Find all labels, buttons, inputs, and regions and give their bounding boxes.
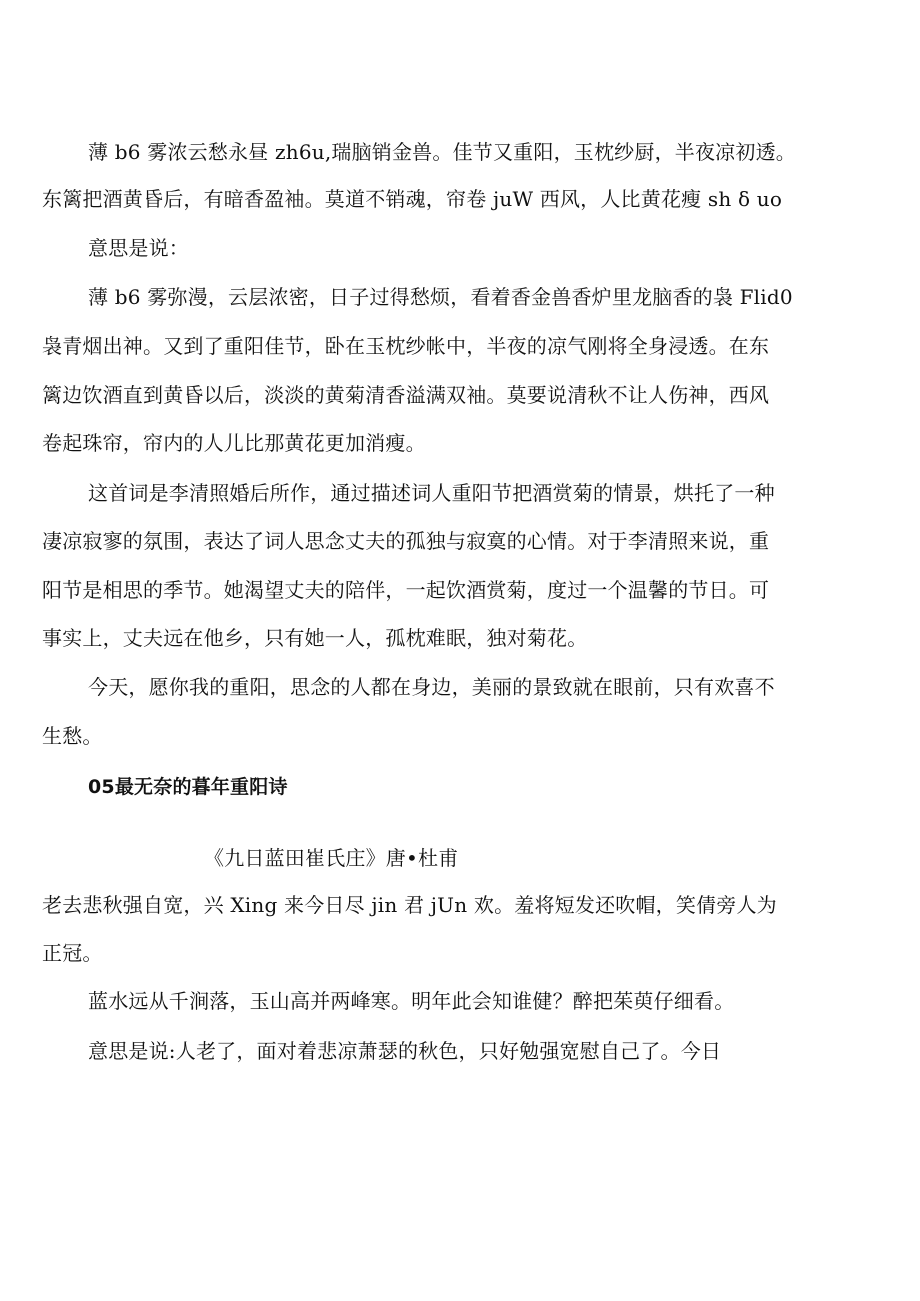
section-heading: 05最无奈的暮年重阳诗 bbox=[88, 776, 288, 798]
wish-line: 今天，愿你我的重阳，思念的人都在身边，美丽的景致就在眼前，只有欢喜不 bbox=[88, 675, 775, 699]
commentary-line: 这首词是李清照婚后所作，通过描述词人重阳节把酒赏菊的情景，烘托了一种 bbox=[88, 481, 775, 505]
meaning-line: 袅青烟出神。又到了重阳佳节，卧在玉枕纱帐中，半夜的凉气刚将全身浸透。在东 bbox=[42, 334, 770, 358]
commentary-line: 事实上，丈夫远在他乡，只有她一人，孤枕难眠，独对菊花。 bbox=[42, 626, 588, 650]
meaning-line: 薄 b6 雾弥漫，云层浓密，日子过得愁烦，看着香金兽香炉里龙脑香的袅 Flid0 bbox=[88, 285, 793, 309]
commentary-line: 凄凉寂寥的氛围，表达了词人思念丈夫的孤独与寂寞的心情。对于李清照来说，重 bbox=[42, 529, 770, 553]
poem-title: 《九日蓝田崔氏庄》唐•杜甫 bbox=[204, 846, 459, 870]
meaning-line: 意思是说:人老了，面对着悲凉萧瑟的秋色，只好勉强宽慰自己了。今日 bbox=[88, 1039, 722, 1063]
poem-line: 老去悲秋强自宽，兴 Xing 来今日尽 jin 君 jUn 欢。羞将短发还吹帽，笑倩旁人为 bbox=[42, 893, 777, 917]
poem-line: 薄 b6 雾浓云愁永昼 zh6u,瑞脑销金兽。佳节又重阳，玉枕纱厨，半夜凉初透。 bbox=[88, 140, 796, 164]
poem-line: 蓝水远从千涧落，玉山高并两峰寒。明年此会知谁健？醉把茱萸仔细看。 bbox=[88, 989, 735, 1013]
wish-line: 生愁。 bbox=[42, 724, 103, 748]
poem-line: 正冠。 bbox=[42, 941, 103, 965]
meaning-label: 意思是说： bbox=[88, 236, 189, 260]
poem-line: 东篱把酒黄昏后，有暗香盈袖。莫道不销魂，帘卷 juW 西风，人比黄花瘦 sh δ uo bbox=[42, 187, 783, 211]
commentary-line: 阳节是相思的季节。她渴望丈夫的陪伴，一起饮酒赏菊，度过一个温馨的节日。可 bbox=[42, 578, 770, 602]
meaning-line: 篱边饮酒直到黄昏以后，淡淡的黄菊清香溢满双袖。莫要说清秋不让人伤神，西风 bbox=[42, 383, 770, 407]
meaning-line: 卷起珠帘，帘内的人儿比那黄花更加消瘦。 bbox=[42, 431, 426, 455]
